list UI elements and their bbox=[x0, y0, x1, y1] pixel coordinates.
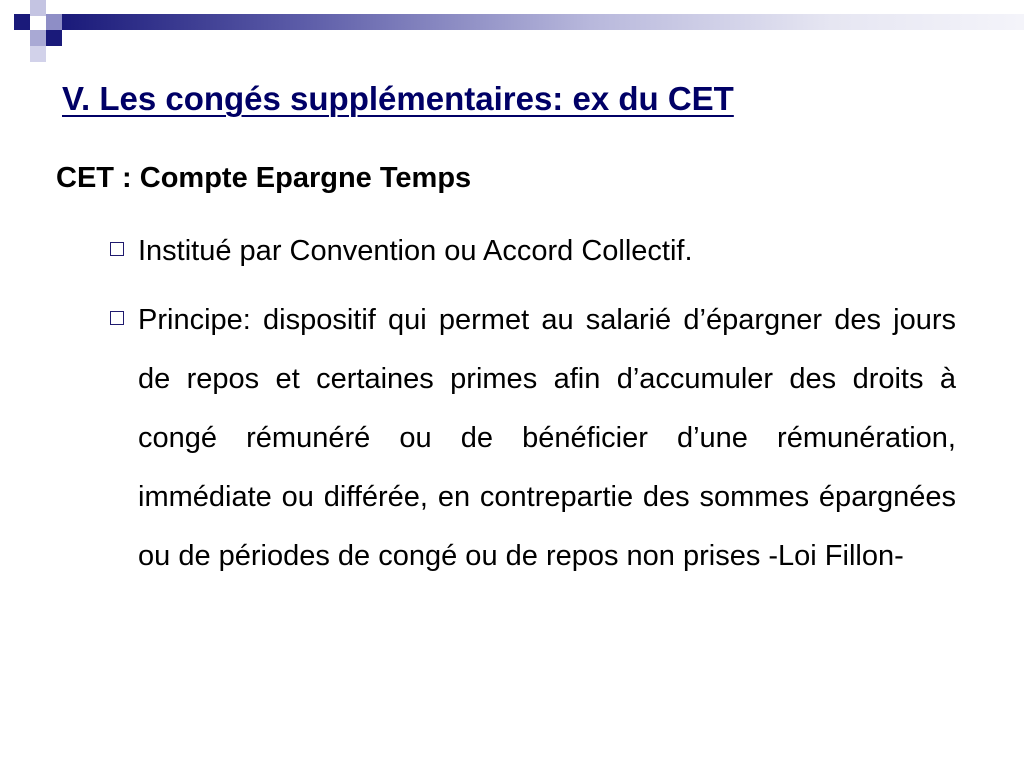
decor-square bbox=[30, 0, 46, 16]
hollow-square-icon bbox=[110, 242, 124, 256]
header-decoration bbox=[0, 0, 1024, 62]
decor-square bbox=[14, 14, 30, 30]
bullet-list bbox=[108, 222, 956, 586]
bullet-text: Principe: dispositif qui permet au salarié d’épargner des jours de repos et certaines primes afin d’accumuler des droits à congé rémunéré ou de bénéficier d’une rémunération, immédiate ou différée, en contrepartie des sommes épargnées ou de périodes de congé ou de repos non prises -Loi Fillon- bbox=[138, 304, 956, 572]
decor-square bbox=[46, 14, 62, 30]
decor-square bbox=[30, 46, 46, 62]
slide-title: V. Les congés supplémentaires: ex du CET bbox=[62, 80, 734, 117]
list-item bbox=[108, 291, 956, 586]
header-gradient-bar bbox=[62, 14, 1024, 30]
decor-square bbox=[46, 30, 62, 46]
list-item bbox=[108, 222, 956, 281]
lead-heading: CET : Compte Epargne Temps bbox=[56, 162, 472, 194]
decor-square bbox=[30, 30, 46, 46]
hollow-square-icon bbox=[110, 311, 124, 325]
bullet-text: Institué par Convention ou Accord Collectif. bbox=[138, 235, 693, 267]
